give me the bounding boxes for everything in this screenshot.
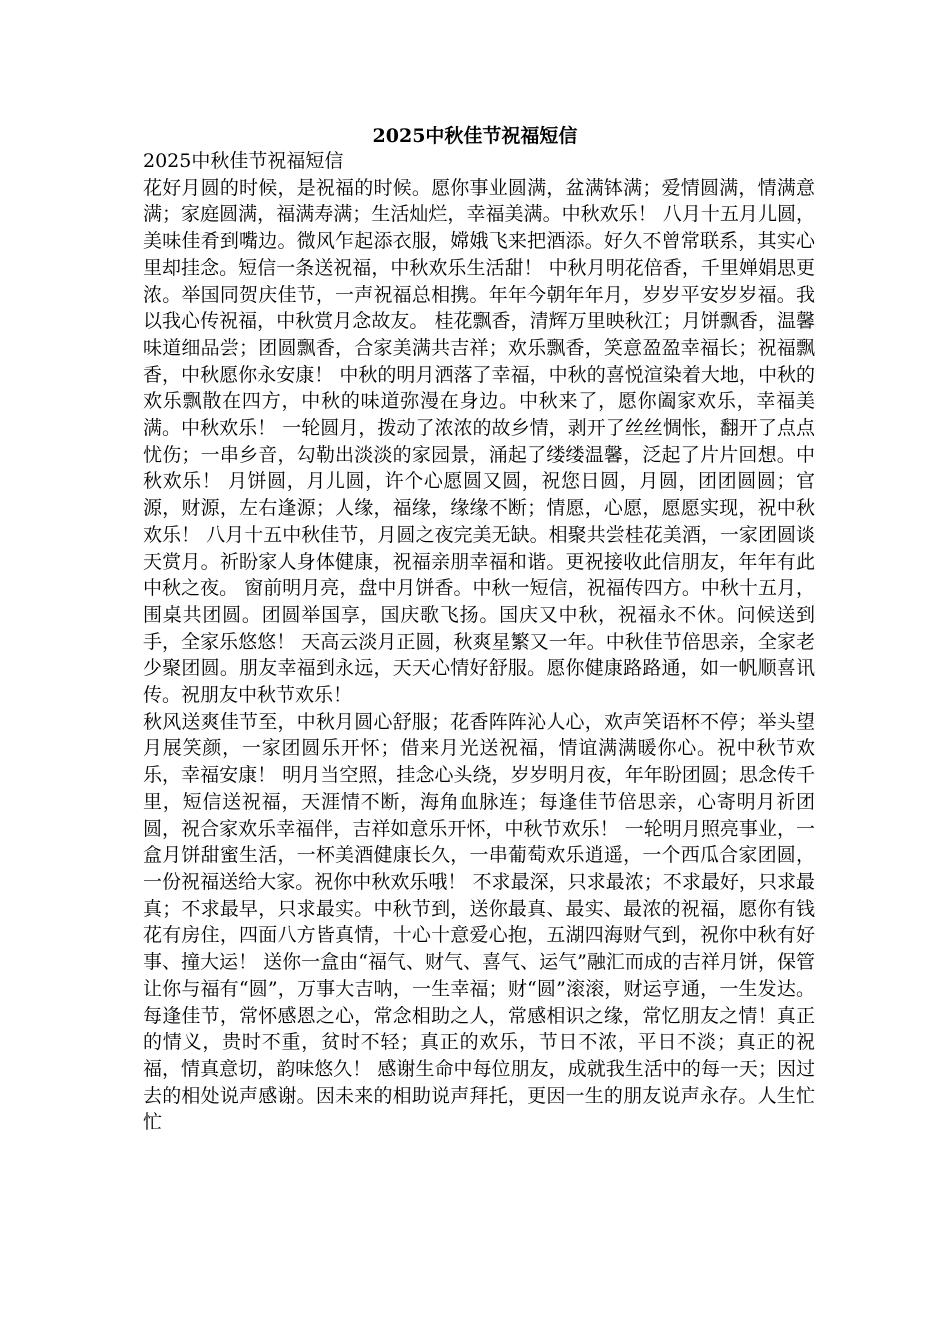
document-subtitle: 2025中秋佳节祝福短信 [143, 150, 344, 172]
document-title: 2025中秋佳节祝福短信 [372, 125, 578, 147]
paragraph-1: 花好月圆的时候，是祝福的时候。愿你事业圆满，盆满钵满；爱情圆满，情满意满；家庭圆满，福满寿满；生活灿烂，幸福美满。中秋欢乐！ 八月十五月儿圆，美味佳肴到嘴边。微风乍起添衣服，嫦娥飞来把酒添。好久不曾常联系，其实心里却挂念。短信一条送祝福，中秋欢乐生活甜！ 中秋月明花倍香，千里婵娟思更浓。举国同贺庆佳节，一声祝福总相携。年年今朝年年月，岁岁平安岁岁福。我以我心传祝福，中秋赏月念故友。 桂花飘香，清辉万里映秋江；月饼飘香，温馨味道细品尝；团圆飘香，合家美满共吉祥；欢乐飘香，笑意盈盈幸福长；祝福飘香，中秋愿你永安康！ 中秋的明月洒落了幸福，中秋的喜悦渲染着大地，中秋的欢乐飘散在四方，中秋的味道弥漫在身边。中秋来了，愿你阖家欢乐，幸福美满。中秋欢乐！ 一轮圆月，拨动了浓浓的故乡情，剥开了丝丝惆怅，翻开了点点忧伤；一串乡音，勾勒出淡淡的家园景，涌起了缕缕温馨，泛起了片片回想。中秋欢乐！ 月饼圆，月儿圆，许个心愿圆又圆，祝您日圆，月圆，团团圆圆；官源，财源，左右逢源；人缘，福缘，缘缘不断；情愿，心愿，愿愿实现，祝中秋欢乐！ 八月十五中秋佳节，月圆之夜完美无缺。相聚共尝桂花美酒，一家团圆谈天赏月。祈盼家人身体健康，祝福亲朋幸福和谐。更祝接收此信朋友，年年有此中秋之夜。 窗前明月亮，盘中月饼香。中秋一短信，祝福传四方。中秋十五月，围桌共团圆。团圆举国享，国庆歌飞扬。国庆又中秋，祝福永不休。问候送到手，全家乐悠悠！ 天高云淡月正圆，秋爽星繁又一年。中秋佳节倍思亲，全家老少聚团圆。朋友幸福到永远，天天心情好舒服。愿你健康路路通，如一帆顺喜讯传。祝朋友中秋节欢乐！ [143, 176, 815, 707]
document-body [143, 148, 815, 1136]
paragraph-2: 秋风送爽佳节至，中秋月圆心舒服；花香阵阵沁人心，欢声笑语杯不停；举头望月展笑颜，一家团圆乐开怀；借来月光送祝福，情谊满满暖你心。祝中秋节欢乐，幸福安康！ 明月当空照，挂念心头绕，岁岁明月夜，年年盼团圆；思念传千里，短信送祝福，天涯情不断，海角血脉连；每逢佳节倍思亲，心寄明月祈团圆，祝合家欢乐幸福伴，吉祥如意乐开怀，中秋节欢乐！ 一轮明月照亮事业，一盒月饼甜蜜生活，一杯美酒健康长久，一串葡萄欢乐逍遥，一个西瓜合家团圆，一份祝福送给大家。祝你中秋欢乐哦！ 不求最深，只求最浓；不求最好，只求最真；不求最早，只求最实。中秋节到，送你最真、最实、最浓的祝福，愿你有钱花有房住，四面八方皆真情，十心十意爱心抱，五湖四海财气到，祝你中秋有好事、撞大运！ 送你一盒由“福气、财气、喜气、运气”融汇而成的吉祥月饼，保管让你与福有“圆”，万事大吉呐，一生幸福；财“圆”滚滚，财运亨通，一生发达。 每逢佳节，常怀感恩之心，常念相助之人，常感相识之缘，常忆朋友之情！真正的情义，贵时不重，贫时不轻；真正的欢乐，节日不浓，平日不淡；真正的祝福，情真意切，韵味悠久！ 感谢生命中每位朋友，成就我生活中的每一天；因过去的相处说声感谢。因未来的相助说声拜托，更因一生的朋友说声永存。人生忙忙 [143, 710, 815, 1134]
